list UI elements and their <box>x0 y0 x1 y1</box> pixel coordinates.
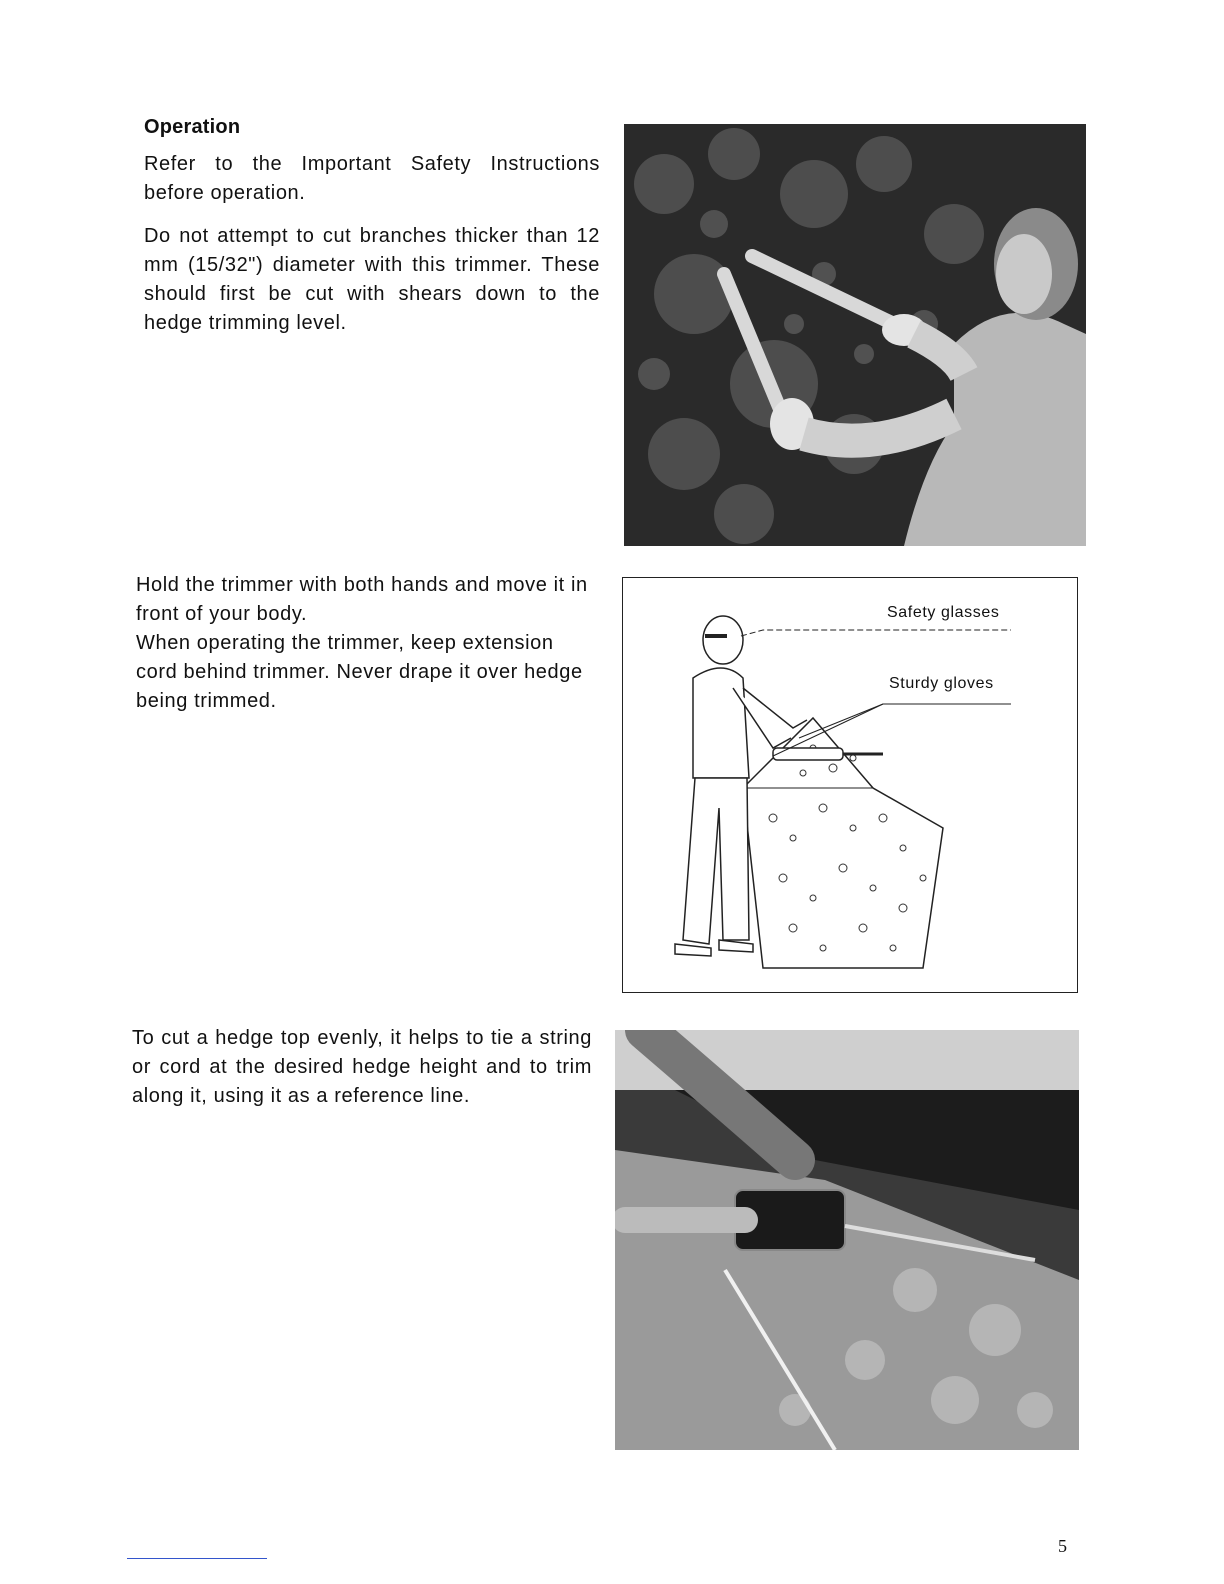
section-heading: Operation <box>144 116 241 138</box>
page-number: 5 <box>1058 1536 1067 1556</box>
paragraph-branch-thickness <box>144 222 600 338</box>
safety-equipment-figure <box>622 577 1078 993</box>
paragraph-holding <box>136 571 596 716</box>
paragraph-text: Refer to the Important Safety Instructions before operation. <box>144 153 600 204</box>
paragraph-text: Hold the trimmer with both hands and move it in front of your body. <box>136 574 588 625</box>
paragraph-safety-reference <box>144 150 600 208</box>
callout-sturdy-gloves: Sturdy gloves <box>889 675 994 692</box>
photo-shears-cutting <box>624 124 1086 546</box>
paragraph-reference-line <box>132 1024 592 1111</box>
callout-safety-glasses: Safety glasses <box>887 604 1000 621</box>
paragraph-text: To cut a hedge top evenly, it helps to tie a string or cord at the desired hedge height and to trim along it, using it as a reference line. <box>132 1027 592 1107</box>
footer-rule <box>127 1558 267 1559</box>
paragraph-text: When operating the trimmer, keep extension cord behind trimmer. Never drape it over hedge being trimmed. <box>136 632 583 712</box>
paragraph-text: Do not attempt to cut branches thicker than 12 mm (15/32") diameter with this trimmer. These should first be cut with shears down to the hedge trimming level. <box>144 225 600 334</box>
photo-string-reference <box>615 1030 1079 1450</box>
